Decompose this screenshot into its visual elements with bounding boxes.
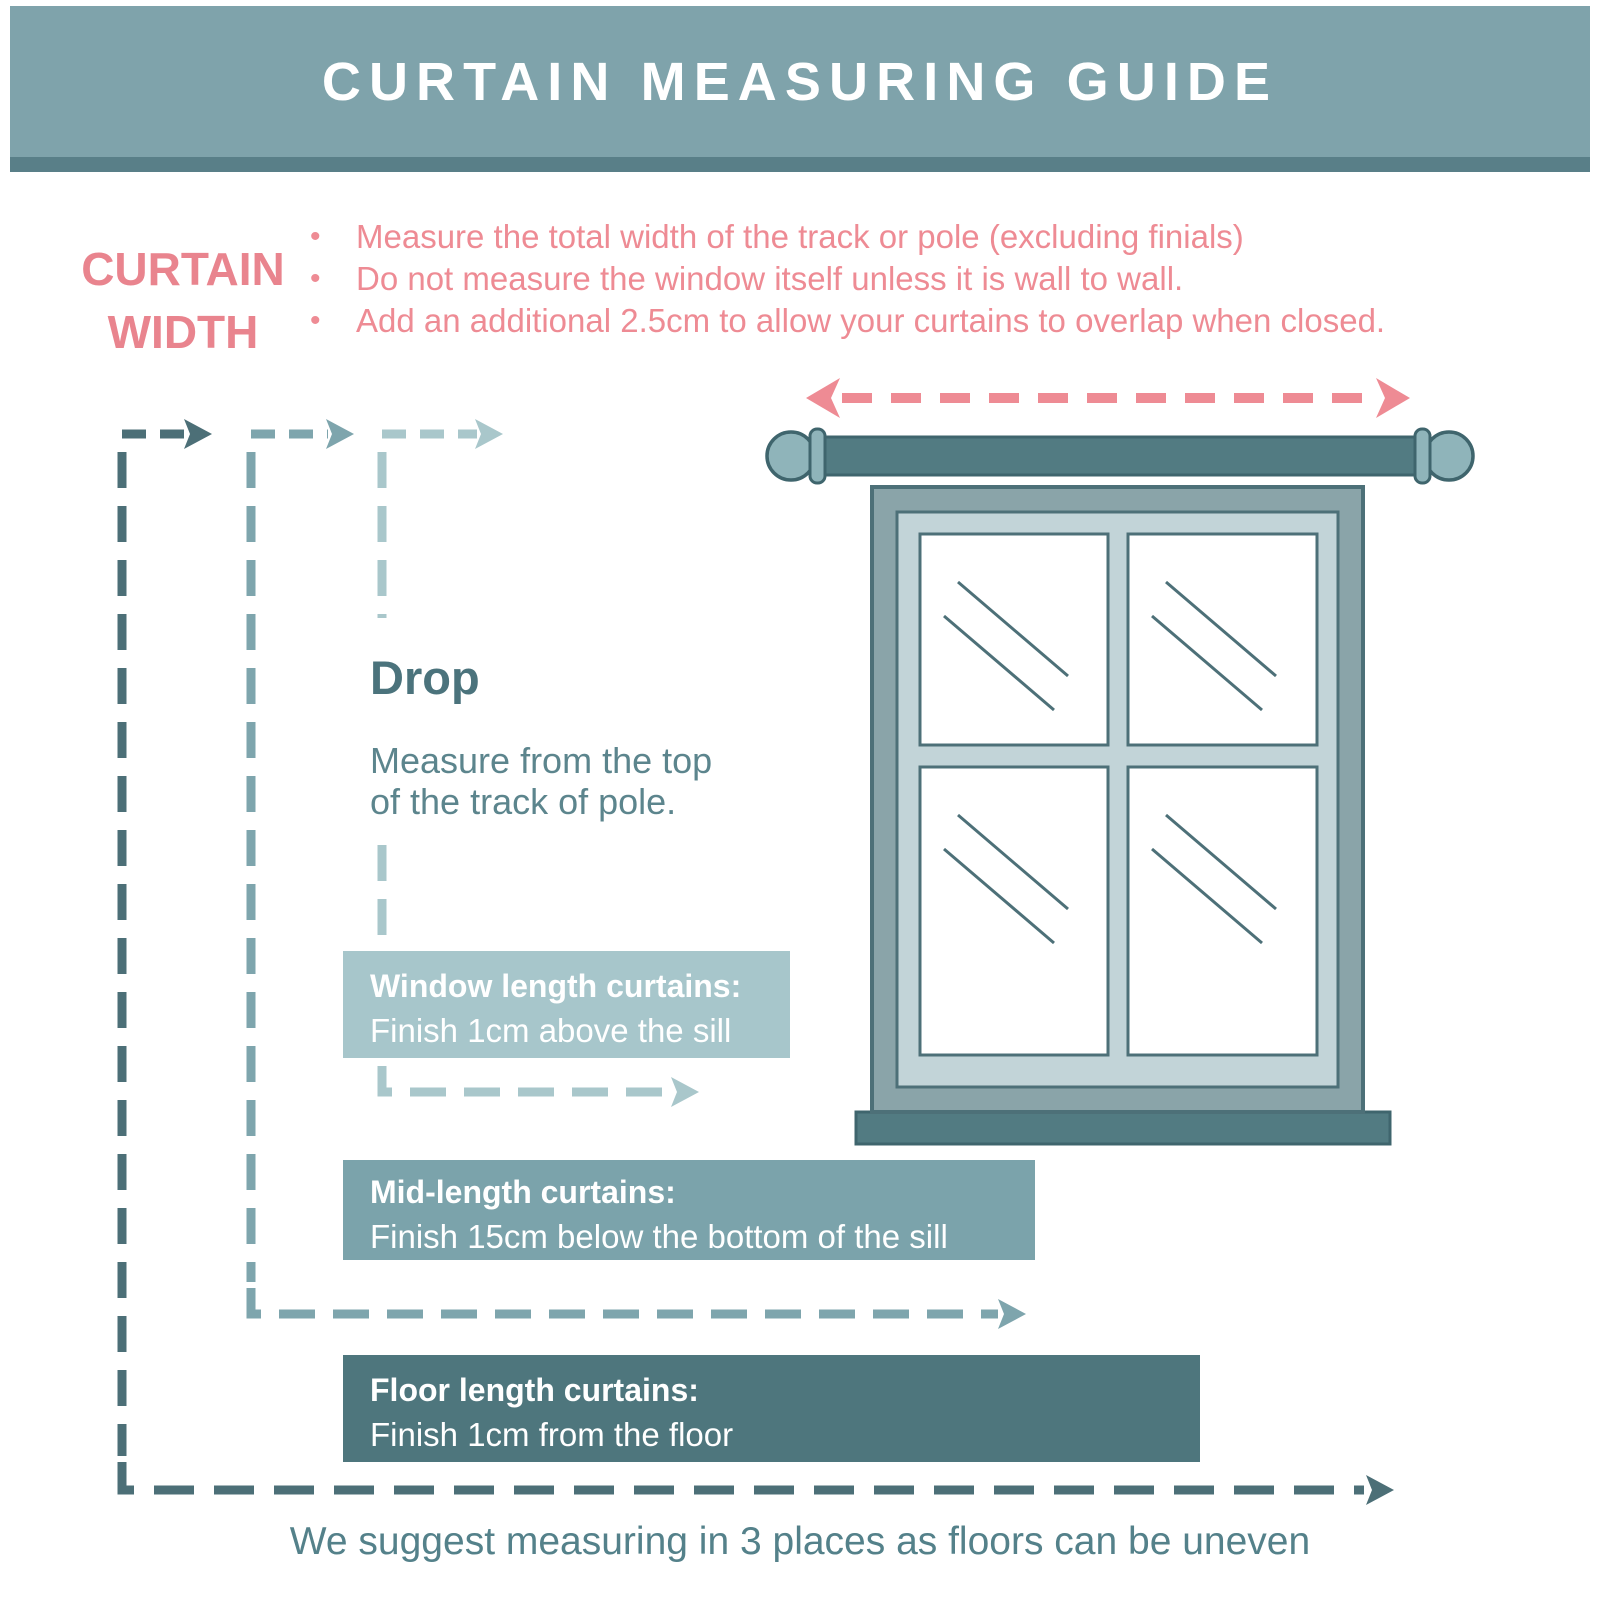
drop-line-floor-bottom-dashes [122,1462,1364,1490]
bullet-text: Do not measure the window itself unless it is wall to wall. [356,260,1184,297]
window-length-subtitle: Finish 1cm above the sill [370,1012,732,1049]
window-pane [920,767,1108,1055]
footer-note: We suggest measuring in 3 places as floors can be uneven [289,1520,1311,1563]
floor-length-subtitle: Finish 1cm from the floor [370,1416,734,1453]
window-length-box [343,951,790,1058]
bullet-icon: • [310,220,321,253]
mid-length-title: Mid-length curtains: [370,1174,676,1210]
curtain-width-label-line2: WIDTH [107,306,259,358]
window-sill [856,1112,1390,1144]
window-pane [1128,534,1317,745]
arrow-right-icon [184,419,212,449]
drop-heading: Drop [370,651,480,704]
bullet-text: Measure the total width of the track or pole (excluding finials) [356,218,1244,255]
arrow-right-icon [671,1077,699,1107]
curtain-width-label-line1: CURTAIN [81,243,285,295]
curtain-pole [767,429,1473,483]
arrow-right-icon [326,419,354,449]
drop-line-window-bottom-dashes [382,1066,671,1092]
arrow-left-icon [806,378,840,418]
arrow-right-icon [998,1299,1026,1329]
floor-length-box [343,1355,1200,1462]
pole-collar-right [1415,429,1430,483]
bullet-icon: • [310,304,321,337]
arrow-right-icon [1366,1475,1394,1505]
drop-description-line2: of the track of pole. [370,781,677,822]
window-pane [920,534,1108,745]
width-arrow [806,378,1410,418]
pole-collar-left [810,429,825,483]
bullet-text: Add an additional 2.5cm to allow your curtains to overlap when closed. [356,302,1386,339]
page-title: CURTAIN MEASURING GUIDE [321,51,1279,112]
window-illustration [856,487,1390,1144]
mid-length-box [343,1160,1035,1260]
floor-length-title: Floor length curtains: [370,1372,699,1408]
arrow-right-icon [1376,378,1410,418]
drop-description-line1: Measure from the top [370,740,713,781]
mid-length-subtitle: Finish 15cm below the bottom of the sill [370,1218,948,1255]
pole-finial-left [767,432,815,480]
bullet-icon: • [310,262,321,295]
arrow-right-icon [475,419,503,449]
pole-finial-right [1425,432,1473,480]
drop-line-mid-bottom-dashes [251,1288,998,1314]
pole-bar [820,437,1420,475]
window-length-title: Window length curtains: [370,968,742,1004]
